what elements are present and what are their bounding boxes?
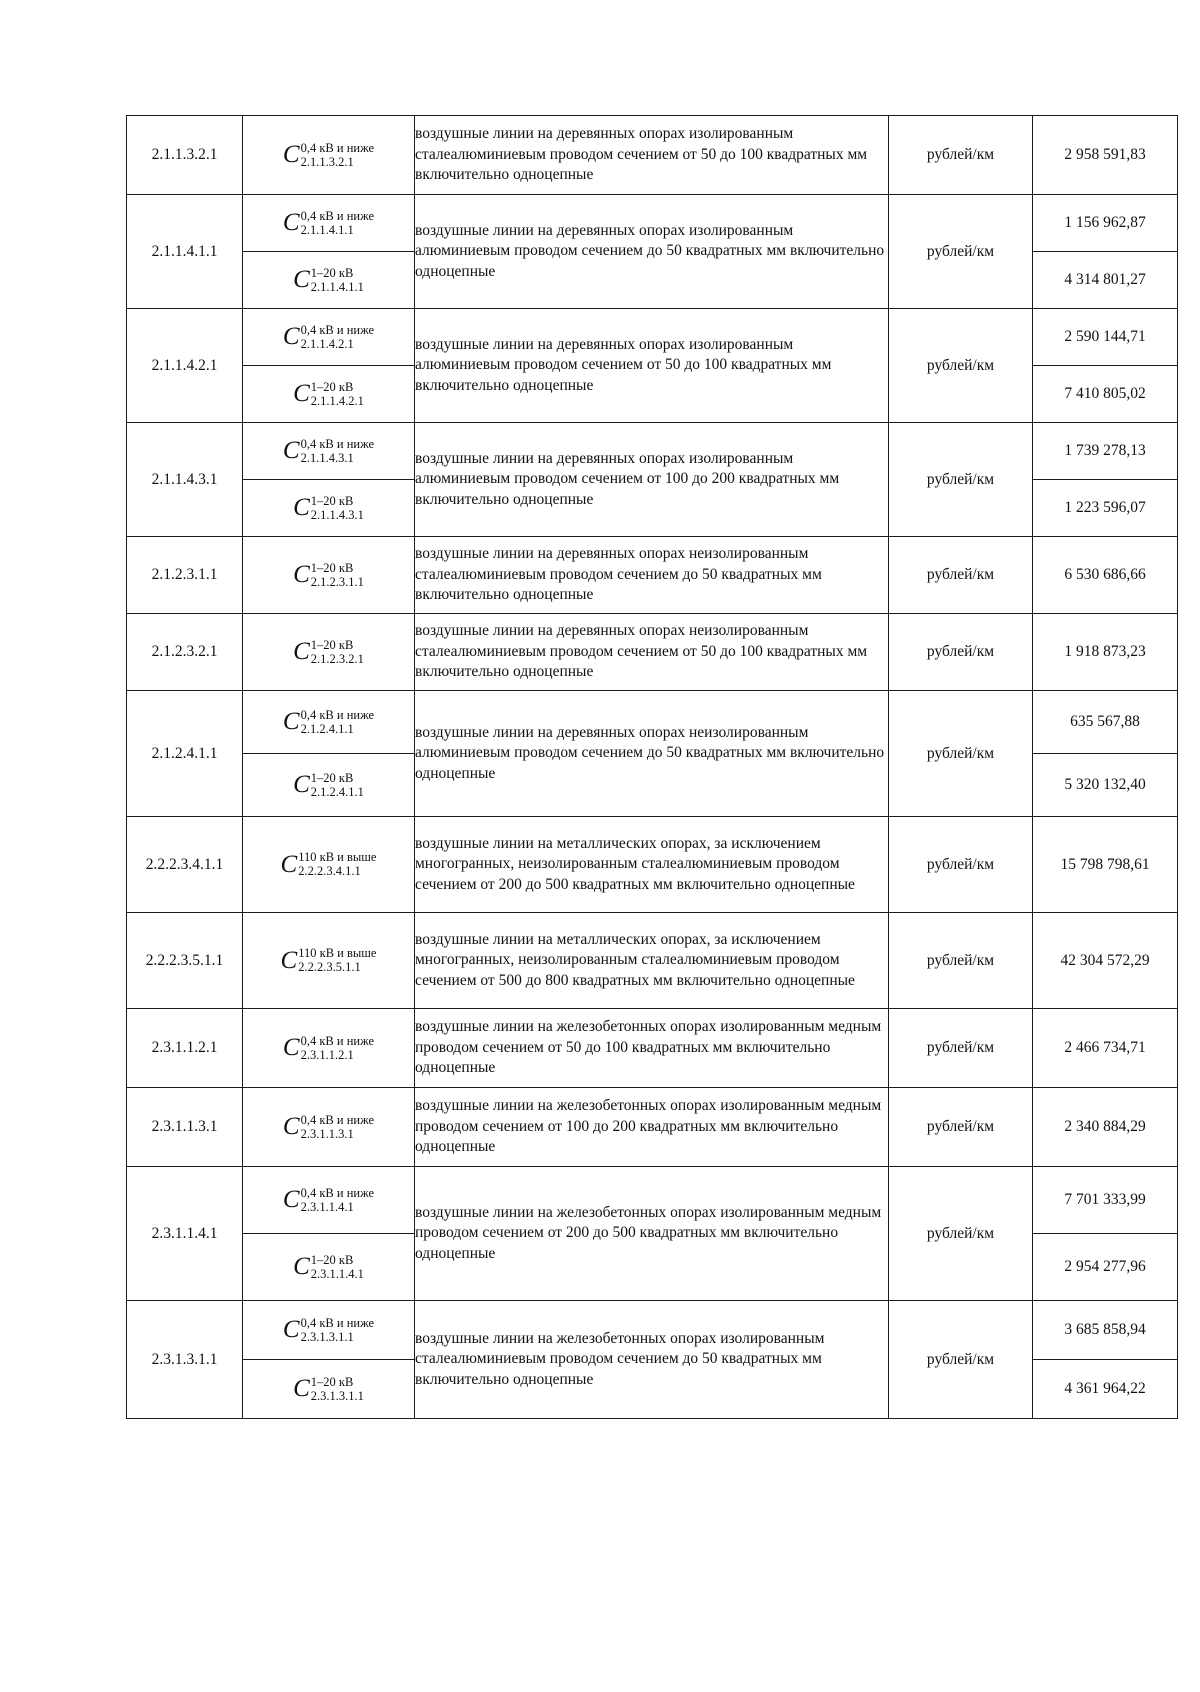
unit-of-measure: рублей/км [889, 1167, 1033, 1301]
rate-value: 7 701 333,99 [1033, 1167, 1178, 1234]
table-row [127, 537, 1178, 614]
unit-of-measure: рублей/км [889, 116, 1033, 195]
unit-of-measure: рублей/км [889, 309, 1033, 423]
rate-symbol-cell [243, 1009, 415, 1088]
rate-code-subscript: 2.3.1.3.1.1 [310, 1388, 364, 1403]
unit-of-measure: рублей/км [889, 1088, 1033, 1167]
voltage-class-superscript: 1–20 кВ [310, 637, 354, 652]
rate-symbol-scripts [311, 381, 364, 408]
rate-symbol-scripts [311, 1376, 364, 1403]
rate-value: 635 567,88 [1033, 691, 1178, 754]
unit-of-measure: рублей/км [889, 817, 1033, 913]
voltage-class-superscript: 0,4 кВ и ниже [300, 1185, 375, 1200]
unit-of-measure: рублей/км [889, 691, 1033, 817]
table-row [127, 1088, 1178, 1167]
rate-symbol-scripts [311, 772, 364, 799]
rate-value: 2 590 144,71 [1033, 309, 1178, 366]
rate-symbol-letter: C [282, 1034, 300, 1061]
line-description: воздушные линии на деревянных опорах неизолированным сталеалюминиевым проводом сечением до 50 квадратных мм включительно одноцепные [415, 537, 889, 614]
rate-symbol-letter: C [282, 209, 300, 236]
rate-symbol-cell [243, 1088, 415, 1167]
rate-symbol-scripts [301, 210, 375, 237]
rate-symbol-letter: C [293, 1253, 310, 1280]
voltage-class-superscript: 110 кВ и выше [298, 946, 377, 960]
rate-code-subscript: 2.1.1.4.3.1 [310, 507, 364, 522]
rate-symbol [283, 209, 374, 237]
table-row [127, 1301, 1178, 1360]
line-description: воздушные линии на металлических опорах, за исключением многогранных, неизолированным сталеалюминиевым проводом сечением от 200 до 500 квадратных мм включительно одноцепные [415, 817, 889, 913]
rates-table [126, 115, 1178, 1419]
rate-code-subscript: 2.3.1.1.2.1 [300, 1047, 354, 1062]
rate-symbol-letter: C [280, 946, 298, 974]
rate-item-code: 2.1.2.3.1.1 [127, 537, 243, 614]
voltage-class-superscript: 1–20 кВ [310, 560, 354, 575]
rate-symbol-scripts [298, 851, 376, 878]
rate-symbol-letter: C [293, 638, 310, 665]
rate-symbol-scripts [301, 324, 375, 351]
rate-symbol-cell [243, 913, 415, 1009]
voltage-class-superscript: 0,4 кВ и ниже [300, 140, 375, 155]
rate-value: 2 340 884,29 [1033, 1088, 1178, 1167]
rate-symbol-letter: C [282, 1316, 300, 1343]
rate-item-code: 2.1.2.4.1.1 [127, 691, 243, 817]
rate-item-code: 2.3.1.1.2.1 [127, 1009, 243, 1088]
rate-value: 2 958 591,83 [1033, 116, 1178, 195]
rate-value: 42 304 572,29 [1033, 913, 1178, 1009]
rate-symbol-scripts [301, 1317, 375, 1344]
rate-symbol-cell [243, 1360, 415, 1419]
table-row [127, 1167, 1178, 1234]
rate-symbol [281, 851, 377, 879]
rate-symbol-cell [243, 423, 415, 480]
rate-symbol-cell [243, 116, 415, 195]
line-description: воздушные линии на железобетонных опорах изолированным медным проводом сечением от 50 до 100 квадратных мм включительно одноцепные [415, 1009, 889, 1088]
rate-symbol [293, 1253, 364, 1281]
rate-symbol-cell [243, 754, 415, 817]
rate-item-code: 2.1.1.4.2.1 [127, 309, 243, 423]
unit-of-measure: рублей/км [889, 1301, 1033, 1419]
unit-of-measure: рублей/км [889, 537, 1033, 614]
rate-value: 1 156 962,87 [1033, 195, 1178, 252]
table-row [127, 691, 1178, 754]
rate-symbol-scripts [301, 438, 375, 465]
rate-symbol-cell [243, 366, 415, 423]
unit-of-measure: рублей/км [889, 913, 1033, 1009]
voltage-class-superscript: 1–20 кВ [310, 379, 354, 394]
rate-symbol [283, 437, 374, 465]
rate-item-code: 2.2.2.3.4.1.1 [127, 817, 243, 913]
rate-symbol-letter: C [282, 1113, 300, 1140]
rate-symbol [283, 1316, 374, 1344]
rate-item-code: 2.1.1.3.2.1 [127, 116, 243, 195]
rate-symbol-scripts [311, 562, 364, 589]
rate-symbol-scripts [301, 709, 375, 736]
rate-symbol-cell [243, 1234, 415, 1301]
rate-symbol [283, 708, 374, 736]
rate-code-subscript: 2.1.1.4.1.1 [300, 222, 354, 237]
rate-symbol [281, 947, 377, 975]
line-description: воздушные линии на деревянных опорах неизолированным сталеалюминиевым проводом сечением от 50 до 100 квадратных мм включительно одноцепные [415, 614, 889, 691]
rate-symbol-letter: C [282, 1186, 300, 1213]
rate-symbol [293, 1375, 364, 1403]
rate-code-subscript: 2.3.1.1.4.1 [300, 1199, 354, 1214]
rate-item-code: 2.2.2.3.5.1.1 [127, 913, 243, 1009]
rate-symbol-scripts [301, 1035, 375, 1062]
voltage-class-superscript: 1–20 кВ [310, 265, 354, 280]
rate-symbol-cell [243, 480, 415, 537]
rates-table-body [127, 116, 1178, 1419]
line-description: воздушные линии на железобетонных опорах изолированным медным проводом сечением от 200 до 500 квадратных мм включительно одноцепные [415, 1167, 889, 1301]
rate-code-subscript: 2.1.1.3.2.1 [300, 154, 354, 169]
rate-symbol-letter: C [293, 771, 310, 798]
line-description: воздушные линии на металлических опорах, за исключением многогранных, неизолированным сталеалюминиевым проводом сечением от 500 до 800 квадратных мм включительно одноцепные [415, 913, 889, 1009]
rate-symbol-scripts [311, 1254, 364, 1281]
rate-symbol [283, 1034, 374, 1062]
table-row [127, 116, 1178, 195]
voltage-class-superscript: 0,4 кВ и ниже [300, 322, 375, 337]
voltage-class-superscript: 0,4 кВ и ниже [300, 208, 375, 223]
rate-symbol-letter: C [293, 266, 310, 293]
rate-item-code: 2.3.1.3.1.1 [127, 1301, 243, 1419]
voltage-class-superscript: 1–20 кВ [310, 493, 354, 508]
rate-symbol-scripts [311, 639, 364, 666]
rate-item-code: 2.1.1.4.1.1 [127, 195, 243, 309]
rate-symbol-letter: C [282, 708, 300, 735]
voltage-class-superscript: 1–20 кВ [310, 770, 354, 785]
rate-symbol-letter: C [280, 850, 298, 878]
voltage-class-superscript: 0,4 кВ и ниже [300, 436, 375, 451]
rate-symbol [283, 141, 374, 169]
rate-code-subscript: 2.1.2.4.1.1 [310, 784, 364, 799]
rate-symbol-letter: C [293, 494, 310, 521]
rate-code-subscript: 2.3.1.1.3.1 [300, 1126, 354, 1141]
table-row [127, 423, 1178, 480]
voltage-class-superscript: 0,4 кВ и ниже [300, 1315, 375, 1330]
rate-symbol-cell [243, 614, 415, 691]
voltage-class-superscript: 110 кВ и выше [298, 850, 377, 864]
rate-value: 3 685 858,94 [1033, 1301, 1178, 1360]
rate-symbol-cell [243, 252, 415, 309]
rate-code-subscript: 2.1.1.4.3.1 [300, 450, 354, 465]
rate-symbol-letter: C [282, 323, 300, 350]
voltage-class-superscript: 0,4 кВ и ниже [300, 707, 375, 722]
line-description: воздушные линии на деревянных опорах изолированным алюминиевым проводом сечением до 50 квадратных мм включительно одноцепные [415, 195, 889, 309]
table-row [127, 614, 1178, 691]
rate-symbol-scripts [298, 947, 376, 974]
rate-code-subscript: 2.2.2.3.5.1.1 [298, 960, 361, 974]
rate-symbol-cell [243, 1167, 415, 1234]
rate-code-subscript: 2.1.2.3.2.1 [310, 651, 364, 666]
table-row [127, 1009, 1178, 1088]
rate-value: 7 410 805,02 [1033, 366, 1178, 423]
rate-symbol-scripts [311, 267, 364, 294]
rate-symbol-scripts [301, 1114, 375, 1141]
rate-symbol-letter: C [282, 437, 300, 464]
rate-symbol [293, 638, 364, 666]
voltage-class-superscript: 1–20 кВ [310, 1374, 354, 1389]
rate-symbol-cell [243, 195, 415, 252]
rate-symbol-letter: C [293, 561, 310, 588]
rate-symbol [293, 494, 364, 522]
rate-symbol-letter: C [293, 380, 310, 407]
rate-symbol-letter: C [282, 141, 300, 168]
rate-code-subscript: 2.1.1.4.1.1 [310, 279, 364, 294]
rate-code-subscript: 2.3.1.3.1.1 [300, 1329, 354, 1344]
line-description: воздушные линии на деревянных опорах изолированным сталеалюминиевым проводом сечением от 50 до 100 квадратных мм включительно одноцепные [415, 116, 889, 195]
rate-symbol [293, 561, 364, 589]
rate-symbol-cell [243, 309, 415, 366]
table-row [127, 309, 1178, 366]
rate-symbol-cell [243, 691, 415, 754]
rate-code-subscript: 2.3.1.1.4.1 [310, 1266, 364, 1281]
rate-symbol-scripts [311, 495, 364, 522]
table-row [127, 195, 1178, 252]
line-description: воздушные линии на деревянных опорах изолированным алюминиевым проводом сечением от 50 до 100 квадратных мм включительно одноцепные [415, 309, 889, 423]
rate-symbol [293, 266, 364, 294]
rate-item-code: 2.1.2.3.2.1 [127, 614, 243, 691]
rate-item-code: 2.1.1.4.3.1 [127, 423, 243, 537]
rate-value: 6 530 686,66 [1033, 537, 1178, 614]
unit-of-measure: рублей/км [889, 195, 1033, 309]
unit-of-measure: рублей/км [889, 614, 1033, 691]
rate-value: 15 798 798,61 [1033, 817, 1178, 913]
rate-symbol [293, 380, 364, 408]
voltage-class-superscript: 1–20 кВ [310, 1252, 354, 1267]
line-description: воздушные линии на железобетонных опорах изолированным медным проводом сечением от 100 до 200 квадратных мм включительно одноцепные [415, 1088, 889, 1167]
rate-symbol [283, 323, 374, 351]
rate-value: 4 361 964,22 [1033, 1360, 1178, 1419]
rate-code-subscript: 2.1.2.3.1.1 [310, 574, 364, 589]
rate-code-subscript: 2.2.2.3.4.1.1 [298, 864, 361, 878]
rate-code-subscript: 2.1.2.4.1.1 [300, 721, 354, 736]
table-row [127, 913, 1178, 1009]
rate-value: 2 466 734,71 [1033, 1009, 1178, 1088]
rate-value: 5 320 132,40 [1033, 754, 1178, 817]
rate-value: 2 954 277,96 [1033, 1234, 1178, 1301]
rate-symbol-scripts [301, 142, 375, 169]
rate-symbol [293, 771, 364, 799]
table-row [127, 817, 1178, 913]
rate-code-subscript: 2.1.1.4.2.1 [300, 336, 354, 351]
rate-symbol [283, 1186, 374, 1214]
rate-symbol [283, 1113, 374, 1141]
rate-value: 1 223 596,07 [1033, 480, 1178, 537]
rate-symbol-cell [243, 817, 415, 913]
rate-symbol-letter: C [293, 1375, 310, 1402]
line-description: воздушные линии на деревянных опорах изолированным алюминиевым проводом сечением от 100 до 200 квадратных мм включительно одноцепные [415, 423, 889, 537]
voltage-class-superscript: 0,4 кВ и ниже [300, 1112, 375, 1127]
rate-code-subscript: 2.1.1.4.2.1 [310, 393, 364, 408]
rate-symbol-cell [243, 1301, 415, 1360]
rate-value: 1 918 873,23 [1033, 614, 1178, 691]
unit-of-measure: рублей/км [889, 1009, 1033, 1088]
rate-item-code: 2.3.1.1.3.1 [127, 1088, 243, 1167]
unit-of-measure: рублей/км [889, 423, 1033, 537]
line-description: воздушные линии на железобетонных опорах изолированным сталеалюминиевым проводом сечением до 50 квадратных мм включительно одноцепные [415, 1301, 889, 1419]
rate-symbol-cell [243, 537, 415, 614]
rate-value: 4 314 801,27 [1033, 252, 1178, 309]
rate-symbol-scripts [301, 1187, 375, 1214]
line-description: воздушные линии на деревянных опорах неизолированным алюминиевым проводом сечением до 50 квадратных мм включительно одноцепные [415, 691, 889, 817]
rate-value: 1 739 278,13 [1033, 423, 1178, 480]
rate-item-code: 2.3.1.1.4.1 [127, 1167, 243, 1301]
voltage-class-superscript: 0,4 кВ и ниже [300, 1033, 375, 1048]
